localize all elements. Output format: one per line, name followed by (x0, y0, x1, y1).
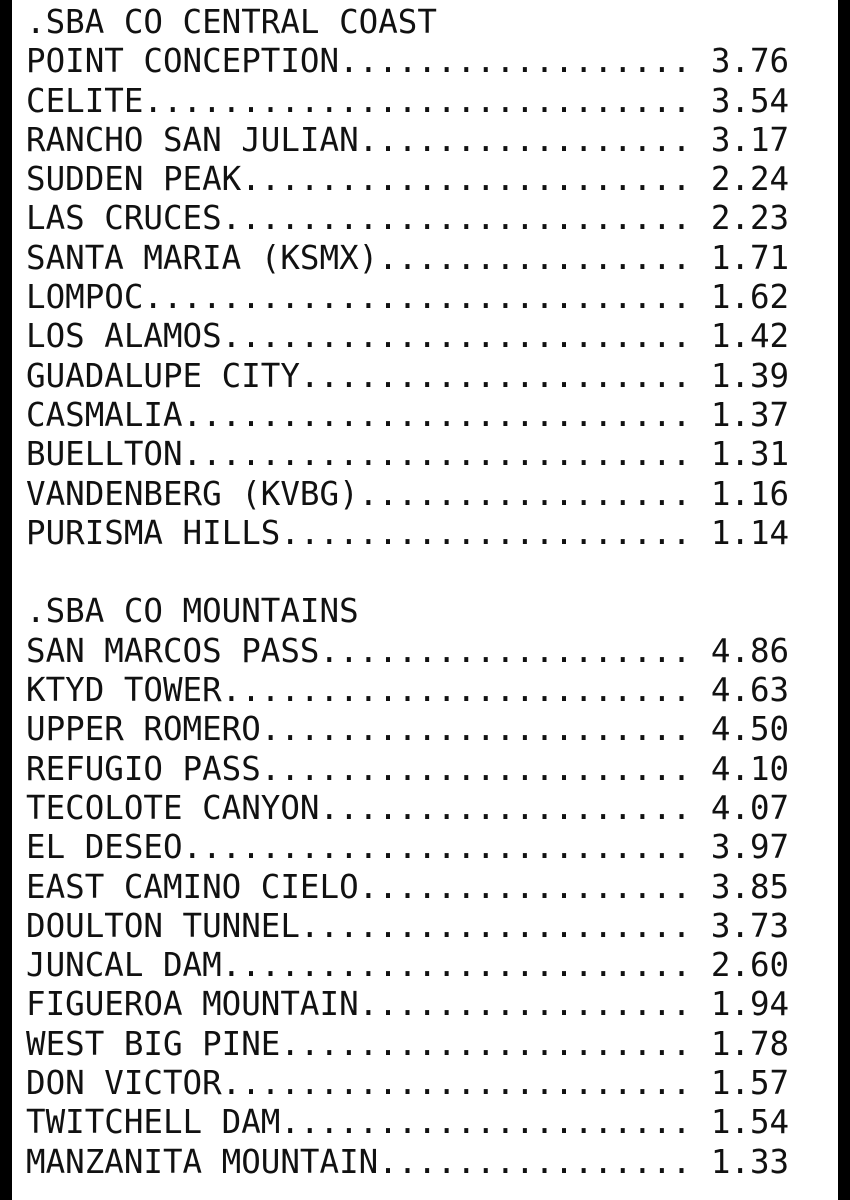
section-header: .SBA CO MOUNTAINS (26, 592, 359, 631)
station-name: WEST BIG PINE (26, 1024, 281, 1063)
dot-leader: ................. (358, 120, 711, 159)
rainfall-value: 1.71 (710, 238, 790, 277)
station-row (26, 632, 816, 671)
dot-leader: ....................... (241, 160, 711, 199)
station-name: KTYD TOWER (26, 671, 222, 710)
station-name: TWITCHELL DAM (26, 1103, 281, 1142)
report-sheet (12, 0, 838, 1200)
rainfall-value: 2.24 (710, 160, 790, 199)
station-row (26, 985, 816, 1024)
station-name: UPPER ROMERO (26, 710, 261, 749)
station-name: DON VICTOR (26, 1064, 222, 1103)
rainfall-value: 3.97 (710, 828, 790, 867)
rainfall-value: 3.76 (710, 42, 790, 81)
station-name: JUNCAL DAM (26, 946, 222, 985)
dot-leader: ........................ (221, 946, 711, 985)
dot-leader: ........................ (221, 317, 711, 356)
dot-leader: ................. (358, 985, 711, 1024)
station-row (26, 475, 816, 514)
station-row (26, 239, 816, 278)
station-name: PURISMA HILLS (26, 513, 281, 552)
station-name: MANZANITA MOUNTAIN (26, 1142, 379, 1181)
dot-leader: ........................ (221, 671, 711, 710)
dot-leader: ................... (319, 788, 711, 827)
station-name: DOULTON TUNNEL (26, 906, 300, 945)
dot-leader: .................... (299, 356, 711, 395)
station-name: GUADALUPE CITY (26, 356, 300, 395)
section-header: .SBA CO CENTRAL COAST (26, 3, 437, 41)
station-name: TECOLOTE CANYON (26, 788, 320, 827)
station-name: REFUGIO PASS (26, 749, 261, 788)
dot-leader: ...................... (260, 710, 711, 749)
station-name: LOMPOC (26, 278, 144, 317)
rainfall-value: 2.60 (710, 946, 790, 985)
station-name: SUDDEN PEAK (26, 160, 242, 199)
station-name: BUELLTON (26, 435, 183, 474)
station-row (26, 1025, 816, 1064)
station-name: SANTA MARIA (KSMX) (26, 238, 379, 277)
dot-leader: .......................... (182, 828, 711, 867)
dot-leader: .......................... (182, 435, 711, 474)
rainfall-value: 3.54 (710, 81, 790, 120)
rainfall-value: 4.10 (710, 749, 790, 788)
rainfall-value: 1.31 (710, 435, 790, 474)
station-name: FIGUEROA MOUNTAIN (26, 985, 359, 1024)
rainfall-value: 4.07 (710, 788, 790, 827)
rainfall-value: 1.54 (710, 1103, 790, 1142)
station-name: EAST CAMINO CIELO (26, 867, 359, 906)
rainfall-value: 1.16 (710, 474, 790, 513)
dot-leader: ..................... (280, 513, 711, 552)
station-row (26, 160, 816, 199)
station-row (26, 42, 816, 81)
station-row (26, 278, 816, 317)
dot-leader: ................. (358, 474, 711, 513)
dot-leader: ..................... (280, 1103, 711, 1142)
rainfall-value: 1.94 (710, 985, 790, 1024)
dot-leader: ..................... (280, 1024, 711, 1063)
rainfall-value: 1.33 (710, 1142, 790, 1181)
station-row (26, 121, 816, 160)
station-row (26, 671, 816, 710)
rainfall-value: 4.50 (710, 710, 790, 749)
section-spacer (26, 553, 816, 592)
station-row (26, 435, 816, 474)
rainfall-value: 1.14 (710, 513, 790, 552)
station-name: RANCHO SAN JULIAN (26, 120, 359, 159)
station-name: POINT CONCEPTION (26, 42, 340, 81)
station-row (26, 199, 816, 238)
dot-leader: ............................ (143, 81, 711, 120)
rainfall-value: 3.17 (710, 120, 790, 159)
station-name: LOS ALAMOS (26, 317, 222, 356)
dot-leader: ........................ (221, 1064, 711, 1103)
rainfall-value: 1.42 (710, 317, 790, 356)
rainfall-value: 1.62 (710, 278, 790, 317)
station-row (26, 82, 816, 121)
station-name: LAS CRUCES (26, 199, 222, 238)
dot-leader: .................... (299, 906, 711, 945)
rainfall-value: 3.73 (710, 906, 790, 945)
station-row (26, 396, 816, 435)
rainfall-value: 1.78 (710, 1024, 790, 1063)
rainfall-value: 3.85 (710, 867, 790, 906)
rainfall-value: 1.57 (710, 1064, 790, 1103)
dot-leader: ................ (378, 1142, 711, 1181)
station-row (26, 357, 816, 396)
station-row (26, 828, 816, 867)
station-row (26, 868, 816, 907)
dot-leader: ............................ (143, 278, 711, 317)
station-row (26, 1143, 816, 1182)
dot-leader: ................. (358, 867, 711, 906)
station-row (26, 907, 816, 946)
station-row (26, 1103, 816, 1142)
dot-leader: ................... (319, 631, 711, 670)
station-row (26, 317, 816, 356)
dot-leader: ........................ (221, 199, 711, 238)
dot-leader: ................ (378, 238, 711, 277)
station-name: EL DESEO (26, 828, 183, 867)
station-name: SAN MARCOS PASS (26, 631, 320, 670)
station-name: VANDENBERG (KVBG) (26, 474, 359, 513)
rainfall-value: 1.37 (710, 395, 790, 434)
station-row (26, 750, 816, 789)
station-row (26, 946, 816, 985)
station-row (26, 514, 816, 553)
station-row (26, 789, 816, 828)
rainfall-report (26, 3, 816, 1182)
rainfall-value: 1.39 (710, 356, 790, 395)
rainfall-value: 4.63 (710, 671, 790, 710)
rainfall-value: 2.23 (710, 199, 790, 238)
station-row (26, 710, 816, 749)
rainfall-value: 4.86 (710, 631, 790, 670)
dot-leader: ...................... (260, 749, 711, 788)
station-name: CASMALIA (26, 395, 183, 434)
station-row (26, 1064, 816, 1103)
station-name: CELITE (26, 81, 144, 120)
dot-leader: .................. (339, 42, 711, 81)
dot-leader: .......................... (182, 395, 711, 434)
